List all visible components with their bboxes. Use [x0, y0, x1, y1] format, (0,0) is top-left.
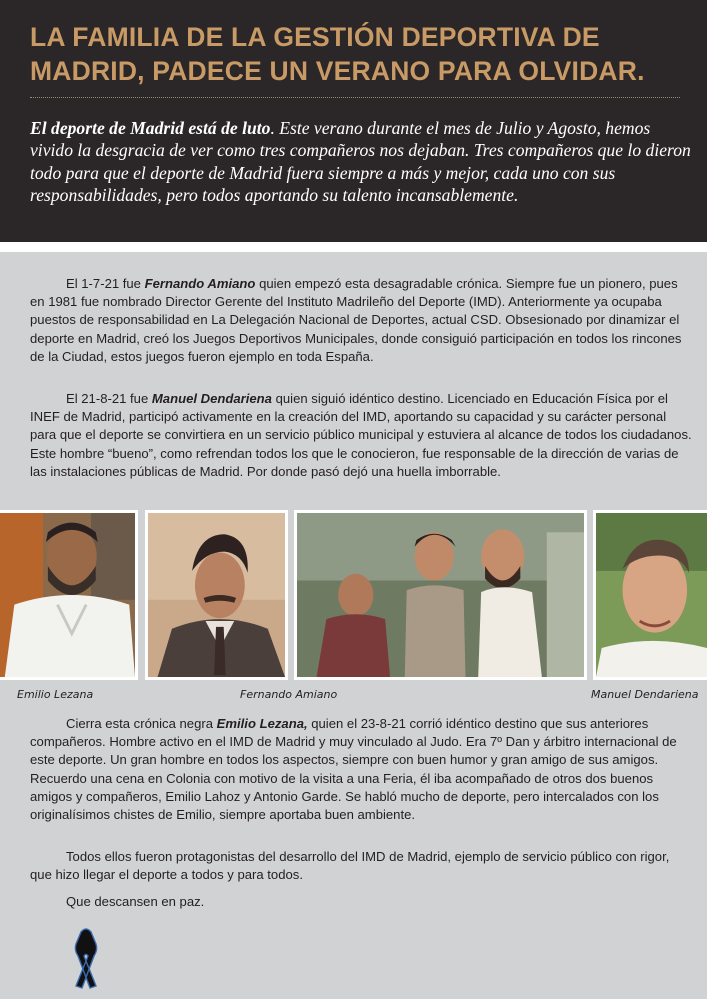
lead-paragraph — [30, 117, 695, 207]
lead-rest: . Este verano durante el mes de Julio y Agosto, hemos vivido la desgracia de ver como tres compañeros nos dejaban. Tres compañeros que lo dieron todo para que el deporte de Madrid fuera siempre a más y mejor, cada uno con sus responsabilidades, pero todos aportando su talento incansablemente. — [30, 118, 691, 206]
text-span: quien siguió idéntico destino. Licenciado en Educación Física por el INEF de Madrid, participó activamente en la creación del IMD, aportando su capacidad y su carácter personal para que el deporte se convirtiera en un servicio público municipal y estuviera al alcance de todos los ciudadanos. Este hombre “bueno”, como refrendan todos los que le conocieron, fue responsable de la dirección de varias de las instalaciones públicas de Madrid. Por donde pasó dejó una huella imborrable. — [30, 391, 692, 479]
photo-manuel-dendariena — [593, 510, 707, 680]
text-span: Cierra esta crónica negra — [66, 716, 217, 731]
paragraph-manuel — [30, 390, 692, 481]
lead-bold: El deporte de Madrid está de luto — [30, 118, 271, 138]
text-span: quien empezó esta desagradable crónica. Siempre fue un pionero, pues en 1981 fue nombrado Director Gerente del Instituto Madrileño del Deporte (IMD). Anteriormente ya ocupaba puestos de responsabilidad en La Delegación Nacional de Deportes, actual CSD. Obsesionado por dinamizar el deporte en Madrid, creó los Juegos Deportivos Municipales, donde consiguió participación en todos los rincones de la Ciudad, estos juegos fueron ejemplo en toda España. — [30, 276, 682, 364]
caption-fernando: Fernando Amiano — [240, 688, 338, 701]
paragraph-closing: Todos ellos fueron protagonistas del desarrollo del IMD de Madrid, ejemplo de servicio público con rigor, que hizo llegar el deporte a todos y para todos. — [30, 849, 670, 883]
mourning-ribbon-icon — [62, 926, 110, 990]
article-title: LA FAMILIA DE LA GESTIÓN DEPORTIVA DE MADRID, PADECE UN VERANO PARA OLVIDAR. — [30, 22, 645, 86]
caption-manuel: Manuel Dendariena — [591, 688, 699, 701]
name-fernando: Fernando Amiano — [144, 276, 256, 291]
header-banner — [0, 0, 707, 242]
text-span: quien el 23-8-21 corrió idéntico destino que sus anteriores compañeros. Hombre activo en el IMD de Madrid y muy vinculado al Judo. Era 7º Dan y árbitro internacional de este deporte. Un gran hombre en todos los aspectos, siempre con buen humor y gran amigo de sus amigos. Recuerdo una cena en Colonia con motivo de la visita a una Feria, él iba acompañado de otros dos buenos amigos y compañeros, Emilio Lahoz y Antonio Garde. Se habló mucho de deporte, pero intercalados con los originalísimos chistes de Emilio, siempre aportaba buen ambiente. — [30, 716, 677, 823]
paragraph-fernando — [30, 275, 692, 366]
name-emilio: Emilio Lezana, — [216, 716, 308, 731]
paragraph-emilio — [30, 715, 692, 824]
dotted-divider — [30, 97, 680, 98]
photo-emilio-lezana — [0, 510, 138, 680]
paragraph-rest-in-peace: Que descansen en paz. — [66, 894, 205, 909]
caption-emilio: Emilio Lezana — [17, 688, 94, 701]
photo-fernando-amiano — [145, 510, 288, 680]
text-span: El 1-7-21 fue — [66, 276, 145, 291]
photo-group-officials — [294, 510, 587, 680]
name-manuel: Manuel Dendariena — [151, 391, 272, 406]
text-span: El 21-8-21 fue — [66, 391, 152, 406]
